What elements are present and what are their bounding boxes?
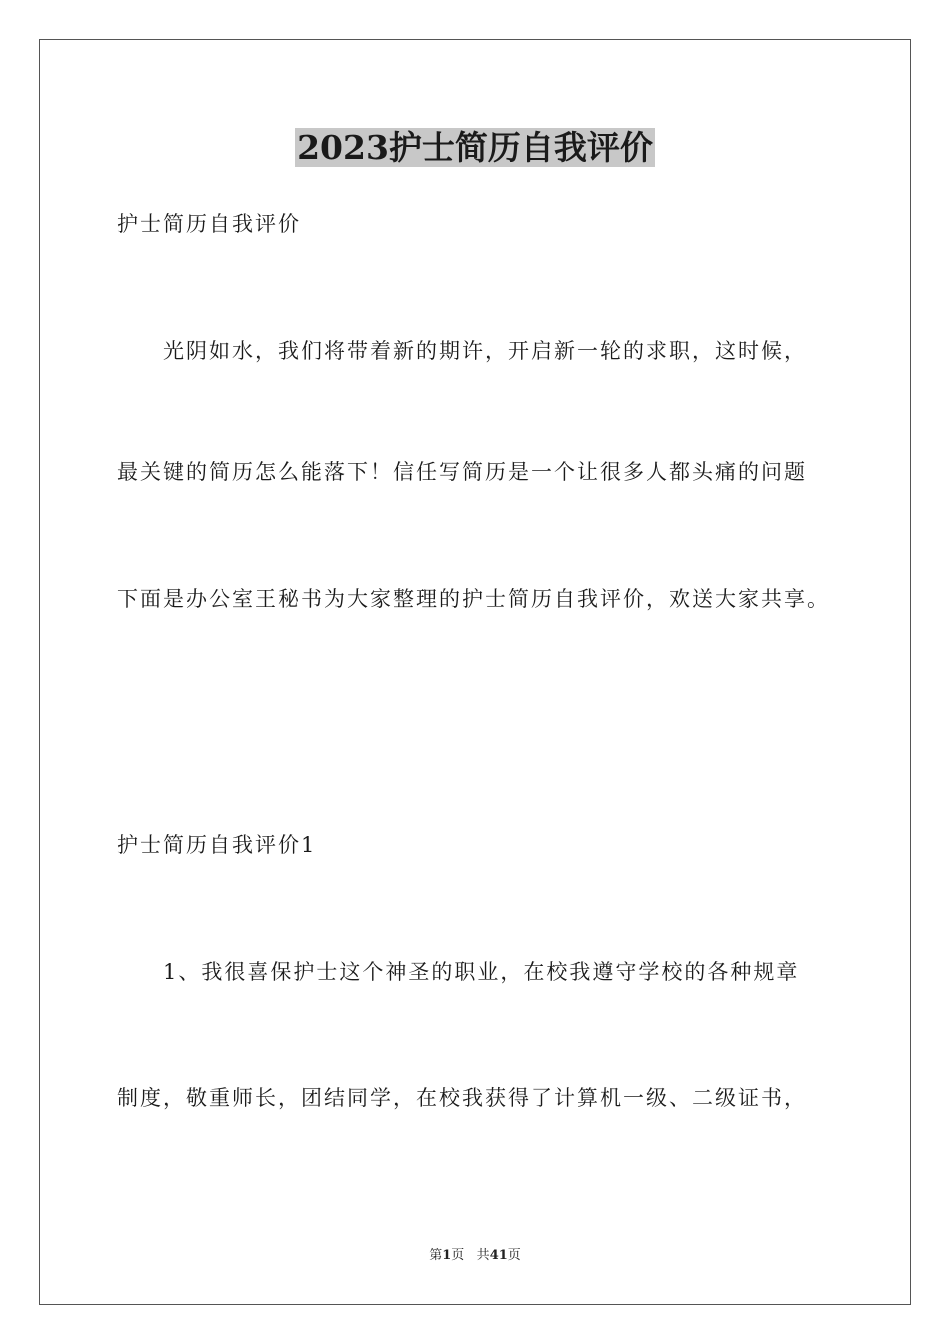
document-title (0, 124, 950, 172)
footer-page-prefix: 第 (429, 1248, 443, 1263)
section-line-2: 制度，敬重师长，团结同学，在校我获得了计算机一级、二级证书， (117, 1086, 807, 1110)
footer-page-suffix: 页 (451, 1248, 465, 1263)
section-line-1: 1、我很喜保护士这个神圣的职业，在校我遵守学校的各种规章 (163, 960, 800, 984)
footer-page-current: 1 (442, 1248, 452, 1263)
footer-total-prefix: 共 (476, 1248, 490, 1263)
document-title-text: 2023护士简历自我评价 (297, 128, 653, 167)
section-heading: 护士简历自我评价1 (117, 833, 317, 857)
intro-line-1: 光阴如水，我们将带着新的期许，开启新一轮的求职，这时候， (163, 339, 807, 363)
page-footer (0, 1247, 950, 1265)
footer-total-suffix: 页 (507, 1248, 521, 1263)
intro-line-3: 下面是办公室王秘书为大家整理的护士简历自我评价，欢送大家共享。 (117, 587, 830, 611)
document-subtitle: 护士简历自我评价 (117, 212, 301, 236)
footer-page-total: 41 (489, 1248, 508, 1263)
intro-line-2: 最关键的简历怎么能落下！信任写简历是一个让很多人都头痛的问题 (117, 460, 807, 484)
